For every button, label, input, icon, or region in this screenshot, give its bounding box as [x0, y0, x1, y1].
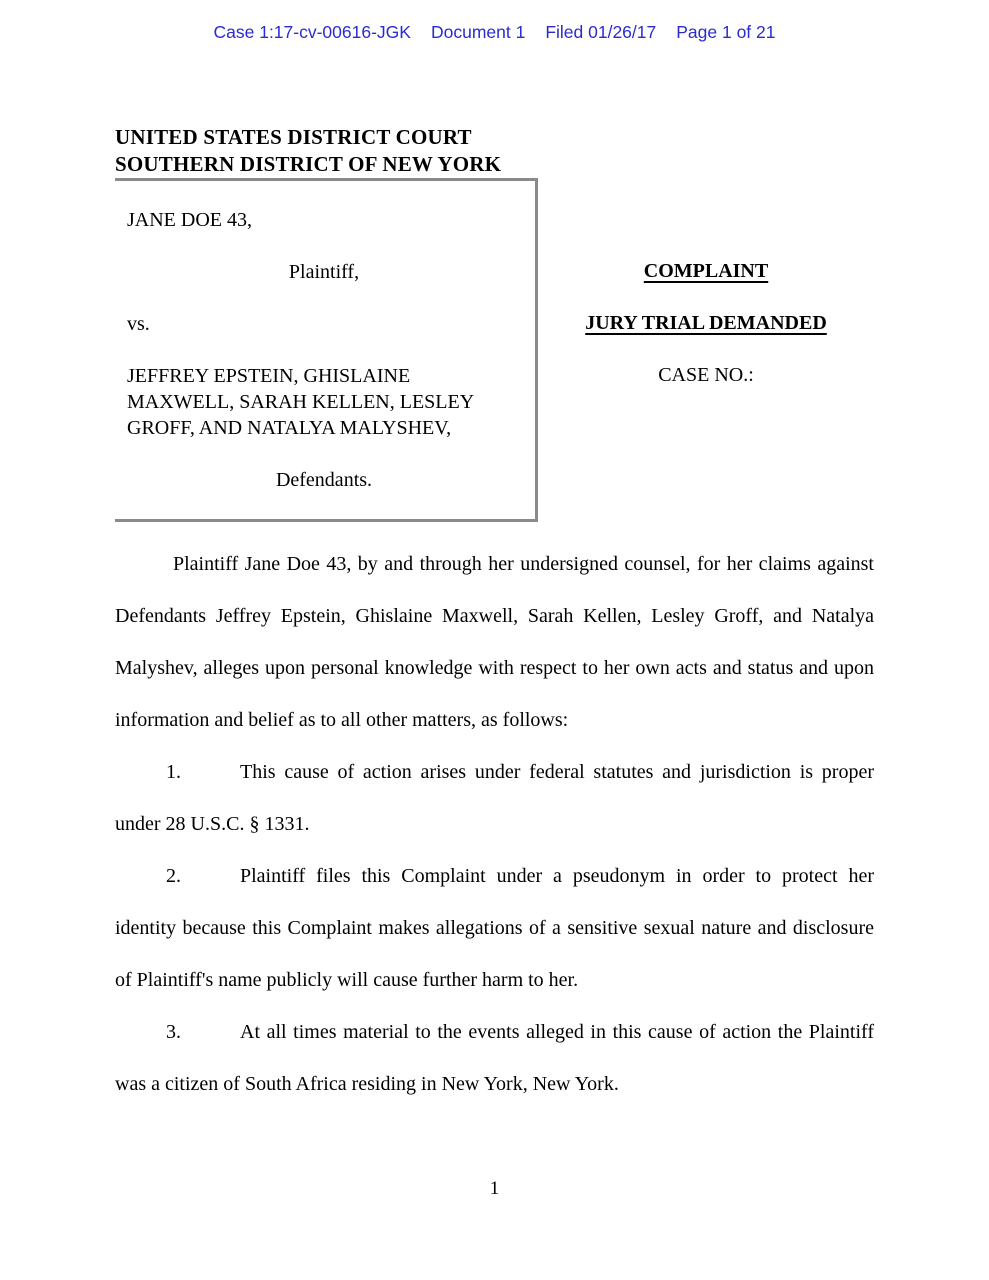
jury-trial-demand-text: JURY TRIAL DEMANDED	[585, 312, 827, 334]
defendants-role: Defendants.	[275, 469, 373, 491]
jury-trial-demand	[538, 310, 874, 336]
defendant-names	[127, 363, 521, 441]
stamp-document: Document 1	[430, 22, 526, 42]
case-stamp	[0, 22, 989, 43]
paragraph-2-text: Plaintiff files this Complaint under a pseudonym in order to protect her identity because this Complaint makes allegations of a sensitive sexual nature and disclosure of Plaintiff's name publicly will cause further harm to her.	[115, 865, 874, 991]
paragraph-3-number: 3.	[166, 1021, 181, 1043]
caption-box	[115, 178, 538, 522]
intro-paragraph: Plaintiff Jane Doe 43, by and through her undersigned counsel, for her claims against Defendants Jeffrey Epstein, Ghislaine Maxwell, Sarah Kellen, Lesley Groff, and Natalya Malyshev, alleges upon personal knowledge with respect to her own acts and status and upon information and belief as to all other matters, as follows:	[115, 553, 874, 731]
paragraph-1-text: This cause of action arises under federal statutes and jurisdiction is proper under 28 U.S.C. § 1331.	[115, 761, 874, 835]
stamp-filed-date: Filed 01/26/17	[545, 22, 657, 42]
page-number: 1	[489, 1178, 500, 1199]
paragraph-3	[115, 1006, 874, 1110]
stamp-page-count: Page 1 of 21	[676, 22, 776, 42]
caption	[115, 178, 874, 522]
paragraph-1-number: 1.	[166, 761, 181, 783]
paragraph-1	[115, 746, 874, 850]
paragraph-3-text: At all times material to the events alleged in this cause of action the Plaintiff was a citizen of South Africa residing in New York, New York.	[115, 1021, 874, 1095]
paragraph-2-number: 2.	[166, 865, 181, 887]
defendant-line: JEFFREY EPSTEIN, GHISLAINE	[127, 365, 411, 387]
complaint-title	[538, 258, 874, 284]
defendant-line: MAXWELL, SARAH KELLEN, LESLEY	[127, 391, 475, 413]
caption-right-column	[538, 178, 874, 522]
versus-label: vs.	[127, 313, 150, 335]
plaintiff-name: JANE DOE 43,	[127, 209, 252, 231]
paragraph-2	[115, 850, 874, 1006]
complaint-title-text: COMPLAINT	[643, 260, 769, 282]
stamp-case-number: Case 1:17-cv-00616-JGK	[213, 22, 411, 42]
court-district: SOUTHERN DISTRICT OF NEW YORK	[115, 152, 502, 176]
case-number-label: CASE NO.:	[658, 364, 754, 386]
court-name: UNITED STATES DISTRICT COURT	[115, 125, 472, 149]
court-heading	[115, 124, 501, 178]
defendant-line: GROFF, AND NATALYA MALYSHEV,	[127, 417, 452, 439]
document-body	[115, 538, 874, 1110]
plaintiff-role: Plaintiff,	[288, 261, 360, 283]
